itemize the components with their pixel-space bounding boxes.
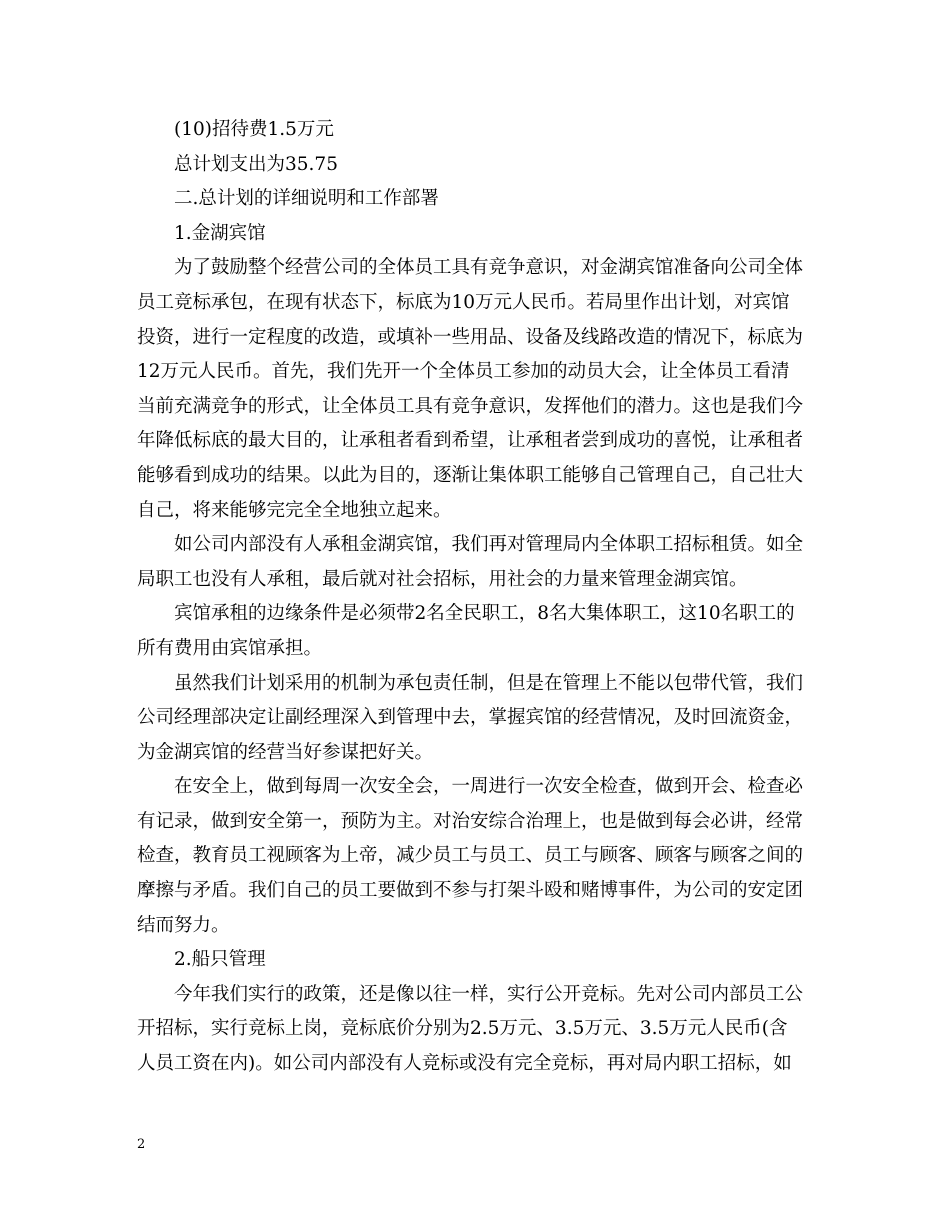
text-line: 开招标，实行竞标上岗，竞标底价分别为2.5万元、3.5万元、3.5万元人民币(含 <box>137 1018 788 1040</box>
text-line: 虽然我们计划采用的机制为承包责任制，但是在管理上不能以包带代管，我们 <box>174 672 804 694</box>
text-line: 为了鼓励整个经营公司的全体员工具有竞争意识，对金湖宾馆准备向公司全体 <box>174 257 804 279</box>
text-line: 当前充满竞争的形式，让全体员工具有竞争意识，发挥他们的潜力。这也是我们今 <box>137 395 804 417</box>
text-line: (10)招待费1.5万元 <box>174 119 334 140</box>
text-line: 总计划支出为35.75 <box>174 153 338 175</box>
text-line: 如公司内部没有人承租金湖宾馆，我们再对管理局内全体职工招标租赁。如全 <box>174 534 804 556</box>
text-line: 公司经理部决定让副经理深入到管理中去，掌握宾馆的经营情况，及时回流资金， <box>137 707 804 729</box>
text-line: 自己，将来能够完完全全地独立起来。 <box>137 499 452 521</box>
document-body <box>137 113 813 1082</box>
text-line: 为金湖宾馆的经营当好参谋把好关。 <box>137 741 434 763</box>
text-line: 1.金湖宾馆 <box>174 222 266 244</box>
text-line: 今年我们实行的政策，还是像以往一样，实行公开竞标。先对公司内部员工公 <box>174 983 804 1005</box>
text-line: 宾馆承租的边缘条件是必须带2名全民职工，8名大集体职工，这10名职工的 <box>174 603 795 625</box>
text-line: 有记录，做到安全第一，预防为主。对治安综合治理上，也是做到每会必讲，经常 <box>137 810 804 832</box>
text-line: 在安全上，做到每周一次安全会，一周进行一次安全检查，做到开会、检查必 <box>174 776 804 798</box>
text-line: 员工竞标承包，在现有状态下，标底为10万元人民币。若局里作出计划，对宾馆 <box>137 291 790 313</box>
text-line: 能够看到成功的结果。以此为目的，逐渐让集体职工能够自己管理自己，自己壮大 <box>137 464 804 486</box>
text-line: 检查，教育员工视顾客为上帝，减少员工与员工、员工与顾客、顾客与顾客之间的 <box>137 845 804 867</box>
page-number: 2 <box>137 1137 146 1152</box>
text-line: 摩擦与矛盾。我们自己的员工要做到不参与打架斗殴和赌博事件，为公司的安定团 <box>137 880 804 902</box>
text-line: 人员工资在内)。如公司内部没有人竞标或没有完全竞标，再对局内职工招标，如 <box>137 1053 792 1075</box>
text-line: 年降低标底的最大目的，让承租者看到希望，让承租者尝到成功的喜悦，让承租者 <box>137 430 804 452</box>
text-line: 2.船只管理 <box>174 949 266 971</box>
text-line: 12万元人民币。首先，我们先开一个全体员工参加的动员大会，让全体员工看清 <box>137 361 790 383</box>
text-line: 投资，进行一定程度的改造，或填补一些用品、设备及线路改造的情况下，标底为 <box>137 326 804 348</box>
text-line: 局职工也没有人承租，最后就对社会招标，用社会的力量来管理金湖宾馆。 <box>137 568 748 590</box>
text-line: 结而努力。 <box>137 914 230 936</box>
text-line: 所有费用由宾馆承担。 <box>137 637 323 659</box>
text-line: 二.总计划的详细说明和工作部署 <box>174 188 439 210</box>
